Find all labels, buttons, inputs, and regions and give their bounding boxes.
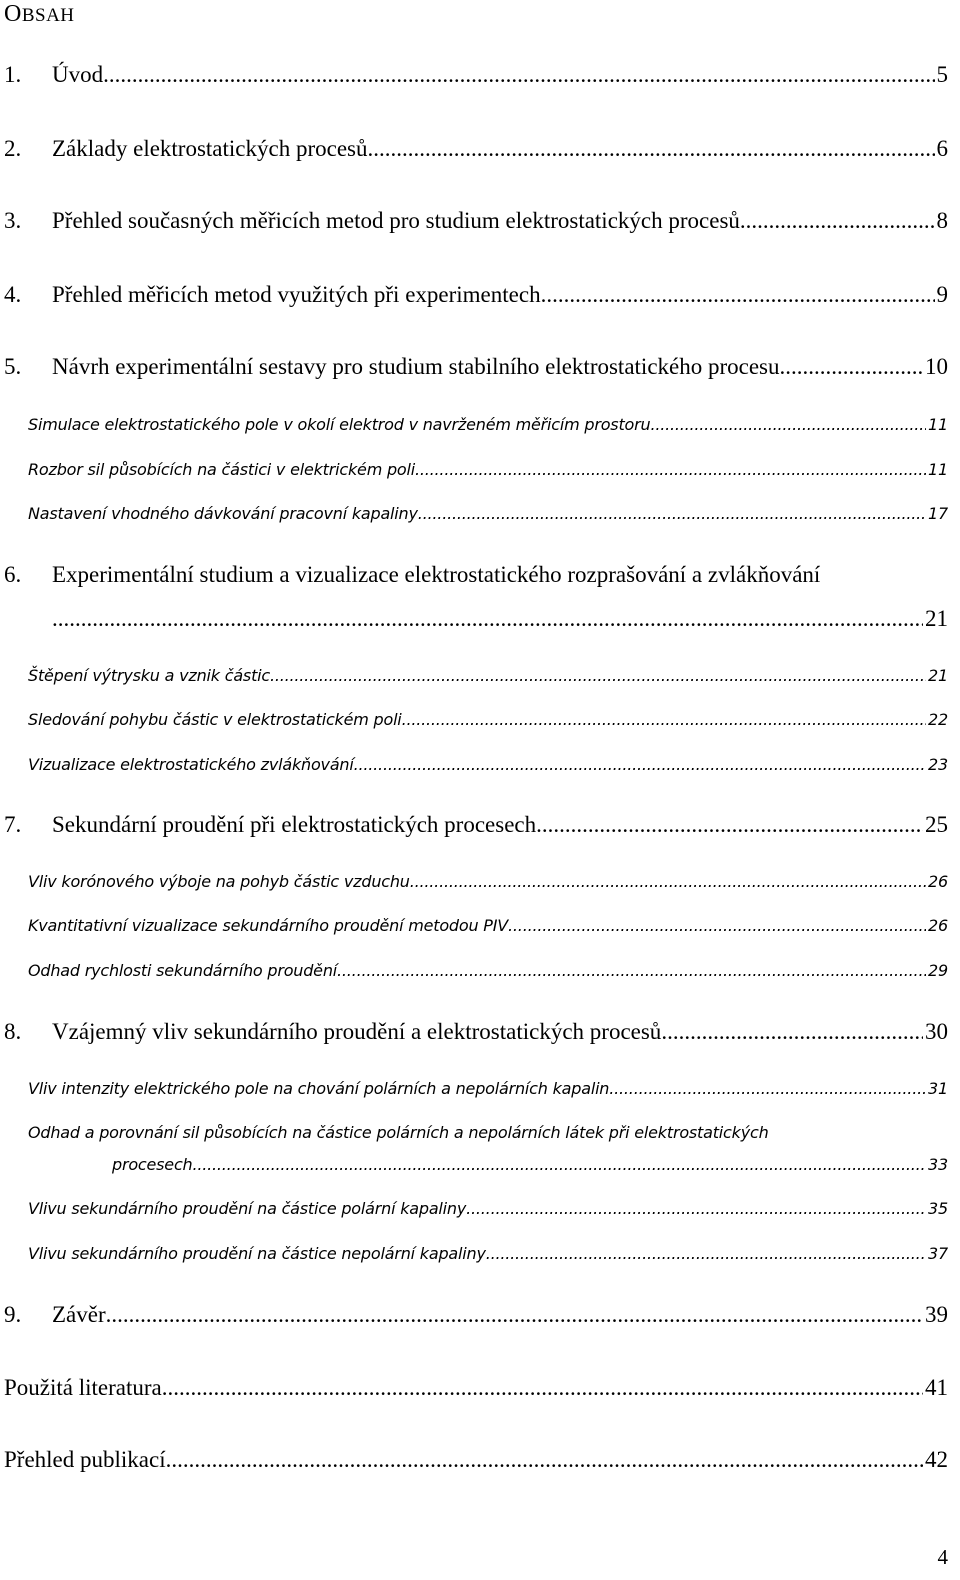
toc-entry-number: 1. <box>4 62 22 87</box>
toc-subentry[interactable] <box>28 415 948 434</box>
toc-entry-9[interactable] <box>4 1302 948 1328</box>
toc-leader-dots <box>780 354 923 380</box>
toc-entry-references[interactable] <box>4 1375 948 1401</box>
toc-leader-dots <box>609 1079 926 1098</box>
toc-entry-number: 7. <box>4 812 22 837</box>
toc-entry-title: Sekundární proudění při elektrostatických procesech <box>52 812 537 837</box>
toc-leader-dots <box>418 504 926 523</box>
toc-entry-title: Odhad rychlosti sekundárního proudění. <box>28 961 342 980</box>
toc-leader-dots <box>342 961 926 980</box>
toc-entry-title: Úvod <box>52 62 104 87</box>
toc-entry-6-line2[interactable] <box>52 606 948 632</box>
toc-subentry[interactable] <box>28 916 948 935</box>
toc-entry-page: 39 <box>925 1302 948 1327</box>
toc-entry-number: 6. <box>4 562 22 587</box>
toc-heading-rest: BSAH <box>21 5 75 26</box>
toc-leader-dots <box>661 1019 923 1045</box>
toc-entry-title: Rozbor sil působících na částici v elektrickém poli <box>28 460 415 479</box>
toc-entry-title: Nastavení vhodného dávkování pracovní kapaliny <box>28 504 418 523</box>
toc-entry-title: Štěpení výtrysku a vznik částic <box>28 666 270 685</box>
toc-entry-title: Vliv korónového výboje na pohyb částic vzduchu <box>28 872 410 891</box>
toc-entry-title: Přehled současných měřicích metod pro studium elektrostatických procesů <box>52 208 740 233</box>
toc-entry-title: Vlivu sekundárního proudění na částice nepolární kapaliny <box>28 1244 486 1263</box>
toc-entry-page: 9 <box>936 282 948 307</box>
toc-entry-publications[interactable] <box>4 1447 948 1473</box>
toc-entry-number: 4. <box>4 282 22 307</box>
toc-subentry[interactable] <box>28 460 948 479</box>
toc-entry-page: 21 <box>928 666 948 685</box>
toc-entry-title: procesech <box>112 1155 193 1174</box>
toc-leader-dots <box>650 415 926 434</box>
toc-entry-page: 11 <box>928 415 948 434</box>
toc-entry-page: 8 <box>936 208 948 233</box>
toc-entry-title: Vzájemný vliv sekundárního proudění a elektrostatických procesů <box>52 1019 662 1044</box>
toc-subentry[interactable] <box>28 872 948 891</box>
toc-entry-page: 21 <box>925 606 948 631</box>
toc-entry-page: 22 <box>928 710 948 729</box>
toc-entry-title: Přehled měřicích metod využitých při experimentech <box>52 282 541 307</box>
toc-entry-page: 42 <box>925 1447 948 1472</box>
toc-entry-title: Experimentální studium a vizualizace elektrostatického rozprašování a zvlákňování <box>52 562 821 587</box>
toc-entry-page: 41 <box>925 1375 948 1400</box>
toc-entry-5[interactable] <box>4 354 948 380</box>
toc-entry-title: Sledování pohybu částic v elektrostatickém poli <box>28 710 402 729</box>
toc-entry-8[interactable] <box>4 1019 948 1045</box>
toc-entry-title: Návrh experimentální sestavy pro studium stabilního elektrostatického procesu <box>52 354 780 379</box>
toc-subentry[interactable] <box>28 710 948 729</box>
toc-entry-4[interactable] <box>4 282 948 308</box>
toc-leader-dots <box>466 1199 926 1218</box>
page-number: 4 <box>937 1545 948 1569</box>
toc-entry-page: 26 <box>928 916 948 935</box>
toc-leader-dots <box>536 812 923 838</box>
toc-subentry[interactable] <box>28 1244 948 1263</box>
toc-entry-page: 10 <box>925 354 948 379</box>
toc-leader-dots <box>508 916 926 935</box>
toc-leader-dots <box>486 1244 926 1263</box>
toc-entry-page: 23 <box>928 755 948 774</box>
toc-entry-page: 11 <box>928 460 948 479</box>
toc-entry-title: Vlivu sekundárního proudění na částice polární kapaliny <box>28 1199 467 1218</box>
toc-entry-title: Přehled publikací <box>4 1447 166 1472</box>
toc-entry-page: 25 <box>925 812 948 837</box>
toc-entry-6-line1[interactable] <box>4 562 820 588</box>
toc-leader-dots <box>415 460 926 479</box>
toc-subentry-line1[interactable] <box>28 1123 769 1142</box>
toc-leader-dots <box>106 1302 923 1328</box>
toc-leader-dots <box>410 872 926 891</box>
toc-entry-title: Simulace elektrostatického pole v okolí elektrod v navrženém měřicím prostoru <box>28 415 651 434</box>
toc-leader-dots <box>270 666 926 685</box>
toc-leader-dots <box>354 755 926 774</box>
toc-leader-dots <box>103 62 934 88</box>
toc-entry-page: 6 <box>936 136 948 161</box>
toc-subentry-line2[interactable] <box>112 1155 948 1174</box>
toc-subentry[interactable] <box>28 666 948 685</box>
toc-leader-dots <box>162 1375 923 1401</box>
toc-entry-title: Základy elektrostatických procesů <box>52 136 368 161</box>
toc-subentry[interactable] <box>28 755 948 774</box>
toc-entry-page: 30 <box>925 1019 948 1044</box>
toc-subentry[interactable] <box>28 1199 948 1218</box>
toc-entry-page: 17 <box>928 504 948 523</box>
toc-entry-7[interactable] <box>4 812 948 838</box>
toc-entry-number: 2. <box>4 136 22 161</box>
toc-leader-dots <box>52 606 923 632</box>
toc-entry-title: Použitá literatura <box>4 1375 162 1400</box>
toc-leader-dots <box>402 710 926 729</box>
toc-leader-dots <box>192 1155 926 1174</box>
toc-entry-page: 31 <box>928 1079 948 1098</box>
toc-entry-title: Vizualizace elektrostatického zvlákňování <box>28 755 354 774</box>
toc-entry-page: 26 <box>928 872 948 891</box>
toc-entry-3[interactable] <box>4 208 948 234</box>
toc-entry-title: Závěr <box>52 1302 106 1327</box>
toc-leader-dots <box>541 282 935 308</box>
toc-heading-initial: O <box>4 1 22 27</box>
toc-entry-2[interactable] <box>4 136 948 162</box>
toc-entry-title: Kvantitativní vizualizace sekundárního proudění metodou PIV <box>28 916 509 935</box>
toc-entry-number: 8. <box>4 1019 22 1044</box>
toc-leader-dots <box>740 208 935 234</box>
toc-entry-number: 9. <box>4 1302 22 1327</box>
toc-entry-title: Vliv intenzity elektrického pole na chování polárních a nepolárních kapalin <box>28 1079 610 1098</box>
toc-entry-page: 5 <box>936 62 948 87</box>
toc-leader-dots <box>368 136 935 162</box>
toc-heading <box>4 0 75 30</box>
toc-entry-title: Odhad a porovnání sil působících na částice polárních a nepolárních látek při elektrostatických <box>28 1123 769 1142</box>
toc-entry-page: 33 <box>928 1155 948 1174</box>
toc-entry-page: 37 <box>928 1244 948 1263</box>
toc-subentry[interactable] <box>28 961 948 980</box>
toc-entry-1[interactable] <box>4 62 948 88</box>
toc-entry-number: 5. <box>4 354 22 379</box>
toc-subentry[interactable] <box>28 504 948 523</box>
toc-subentry[interactable] <box>28 1079 948 1098</box>
toc-entry-number: 3. <box>4 208 22 233</box>
toc-entry-page: 35 <box>928 1199 948 1218</box>
toc-entry-page: 29 <box>928 961 948 980</box>
toc-leader-dots <box>166 1447 923 1473</box>
